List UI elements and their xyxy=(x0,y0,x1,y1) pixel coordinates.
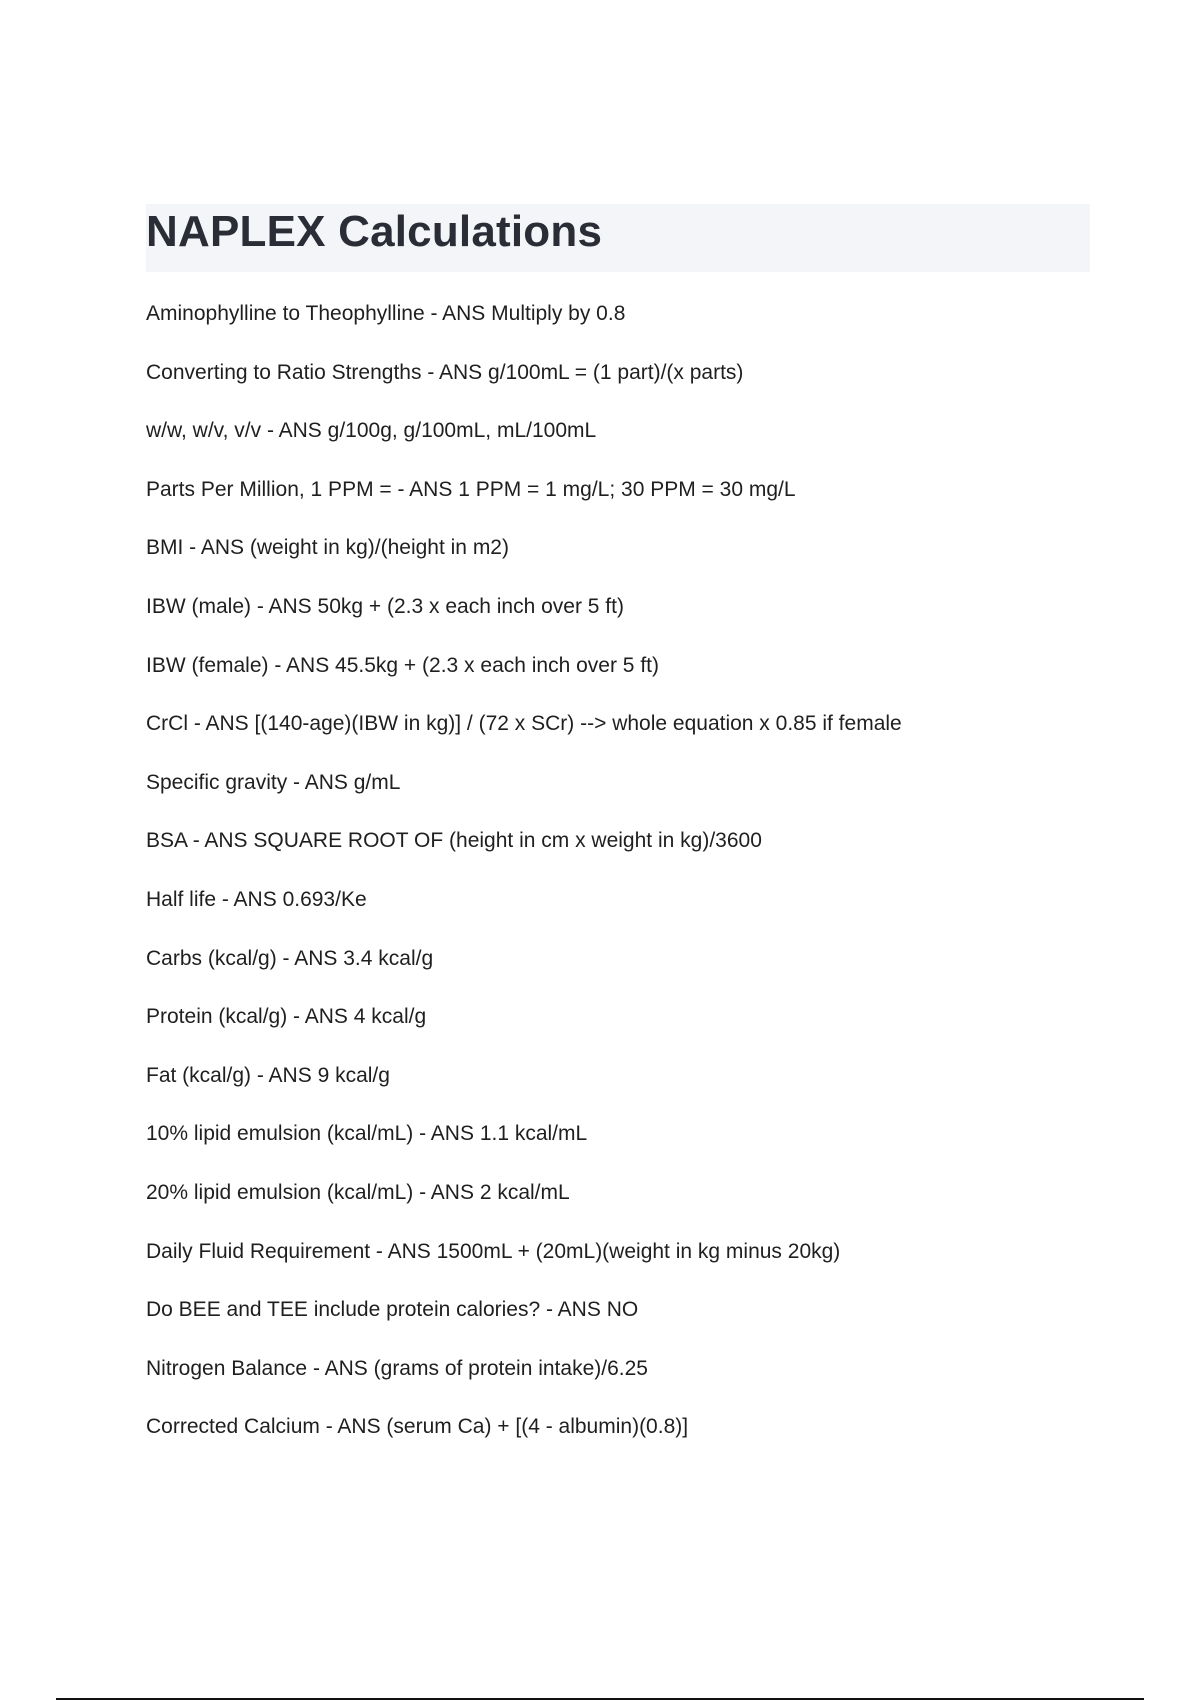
qa-entry xyxy=(146,532,1106,591)
qa-entry xyxy=(146,1177,1106,1236)
qa-answer: [(140-age)(IBW in kg)] / (72 x SCr) --> whole equation x 0.85 if female xyxy=(254,712,902,736)
qa-term: CrCl xyxy=(146,712,188,736)
qa-answer: Multiply by 0.8 xyxy=(491,302,626,325)
qa-separator: - ANS xyxy=(370,1239,437,1263)
qa-entry xyxy=(146,708,1106,767)
qa-entry xyxy=(146,1118,1106,1177)
qa-separator: - ANS xyxy=(216,887,283,911)
qa-entry xyxy=(146,357,1106,416)
qa-term: 20% lipid emulsion (kcal/mL) xyxy=(146,1180,414,1204)
qa-term: Protein (kcal/g) xyxy=(146,1005,288,1029)
qa-answer: NO xyxy=(606,1298,639,1322)
qa-separator: - ANS xyxy=(261,419,328,443)
qa-term: Parts Per Million, 1 PPM = xyxy=(146,477,392,501)
qa-entry xyxy=(146,591,1106,650)
qa-separator: - ANS xyxy=(268,653,336,677)
qa-separator: - ANS xyxy=(251,594,318,618)
qa-entry xyxy=(146,298,1106,357)
qa-answer: 9 kcal/g xyxy=(317,1063,390,1087)
qa-answer: g/100g, g/100mL, mL/100mL xyxy=(327,419,597,443)
qa-entry xyxy=(146,1411,1106,1470)
qa-answer: 45.5kg + (2.3 x each inch over 5 ft) xyxy=(335,653,659,677)
qa-answer: 3.4 kcal/g xyxy=(343,946,434,970)
qa-entry xyxy=(146,415,1106,474)
qa-answer: 2 kcal/mL xyxy=(479,1180,570,1204)
qa-entry xyxy=(146,767,1106,826)
qa-answer: g/100mL = (1 part)/(x parts) xyxy=(488,360,744,384)
qa-answer: 4 kcal/g xyxy=(353,1005,427,1029)
qa-term: Converting to Ratio Strengths xyxy=(146,360,422,384)
qa-term: 10% lipid emulsion (kcal/mL) xyxy=(146,1122,414,1146)
qa-list xyxy=(146,298,1106,1470)
qa-answer: 1500mL + (20mL)(weight in kg minus 20kg) xyxy=(436,1239,841,1263)
qa-term: Carbs (kcal/g) xyxy=(146,946,277,970)
qa-separator: - ANS xyxy=(413,1122,480,1146)
qa-answer: g/mL xyxy=(353,770,401,794)
qa-separator: - ANS xyxy=(540,1298,607,1322)
qa-entry xyxy=(146,474,1106,533)
qa-term: IBW (male) xyxy=(146,594,251,618)
qa-separator: - ANS xyxy=(421,360,489,384)
qa-entry xyxy=(146,943,1106,1002)
qa-entry xyxy=(146,1060,1106,1119)
qa-separator: - ANS xyxy=(413,1180,480,1204)
qa-separator: - ANS xyxy=(186,829,254,853)
qa-separator: - ANS xyxy=(307,1356,374,1380)
qa-separator: - ANS xyxy=(287,1005,354,1029)
qa-entry xyxy=(146,1001,1106,1060)
qa-separator: - ANS xyxy=(276,946,344,970)
qa-separator: - ANS xyxy=(424,302,492,325)
qa-term: BSA xyxy=(146,829,187,853)
qa-entry xyxy=(146,1353,1106,1412)
qa-answer: 0.693/Ke xyxy=(282,887,367,911)
qa-answer: SQUARE ROOT OF (height in cm x weight in kg)/3600 xyxy=(253,829,762,853)
qa-term: IBW (female) xyxy=(146,653,269,677)
qa-answer: (grams of protein intake)/6.25 xyxy=(373,1356,648,1380)
qa-answer: 1.1 kcal/mL xyxy=(479,1122,588,1146)
qa-term: BMI xyxy=(146,536,184,560)
page-title: NAPLEX Calculations xyxy=(146,207,603,256)
qa-term: Fat (kcal/g) xyxy=(146,1063,252,1087)
qa-term: w/w, w/v, v/v xyxy=(146,419,262,443)
qa-answer: 1 PPM = 1 mg/L; 30 PPM = 30 mg/L xyxy=(458,477,796,501)
qa-term: Aminophylline to Theophylline xyxy=(146,302,425,325)
qa-answer: 50kg + (2.3 x each inch over 5 ft) xyxy=(317,594,624,618)
qa-term: Corrected Calcium xyxy=(146,1415,320,1439)
qa-term: Do BEE and TEE include protein calories? xyxy=(146,1298,541,1322)
qa-entry xyxy=(146,1236,1106,1295)
qa-separator: - ANS xyxy=(391,477,459,501)
qa-answer: (serum Ca) + [(4 - albumin)(0.8)] xyxy=(386,1415,689,1439)
qa-answer: (weight in kg)/(height in m2) xyxy=(249,536,509,560)
qa-separator: - ANS xyxy=(287,770,354,794)
qa-term: Specific gravity xyxy=(146,770,288,794)
qa-term: Daily Fluid Requirement xyxy=(146,1239,371,1263)
qa-entry xyxy=(146,884,1106,943)
qa-term: Half life xyxy=(146,887,217,911)
qa-entry xyxy=(146,825,1106,884)
qa-entry xyxy=(146,650,1106,709)
qa-separator: - ANS xyxy=(251,1063,318,1087)
qa-entry xyxy=(146,1294,1106,1353)
qa-separator: - ANS xyxy=(188,712,255,736)
qa-separator: - ANS xyxy=(183,536,250,560)
qa-term: Nitrogen Balance xyxy=(146,1356,308,1380)
qa-separator: - ANS xyxy=(319,1415,387,1439)
